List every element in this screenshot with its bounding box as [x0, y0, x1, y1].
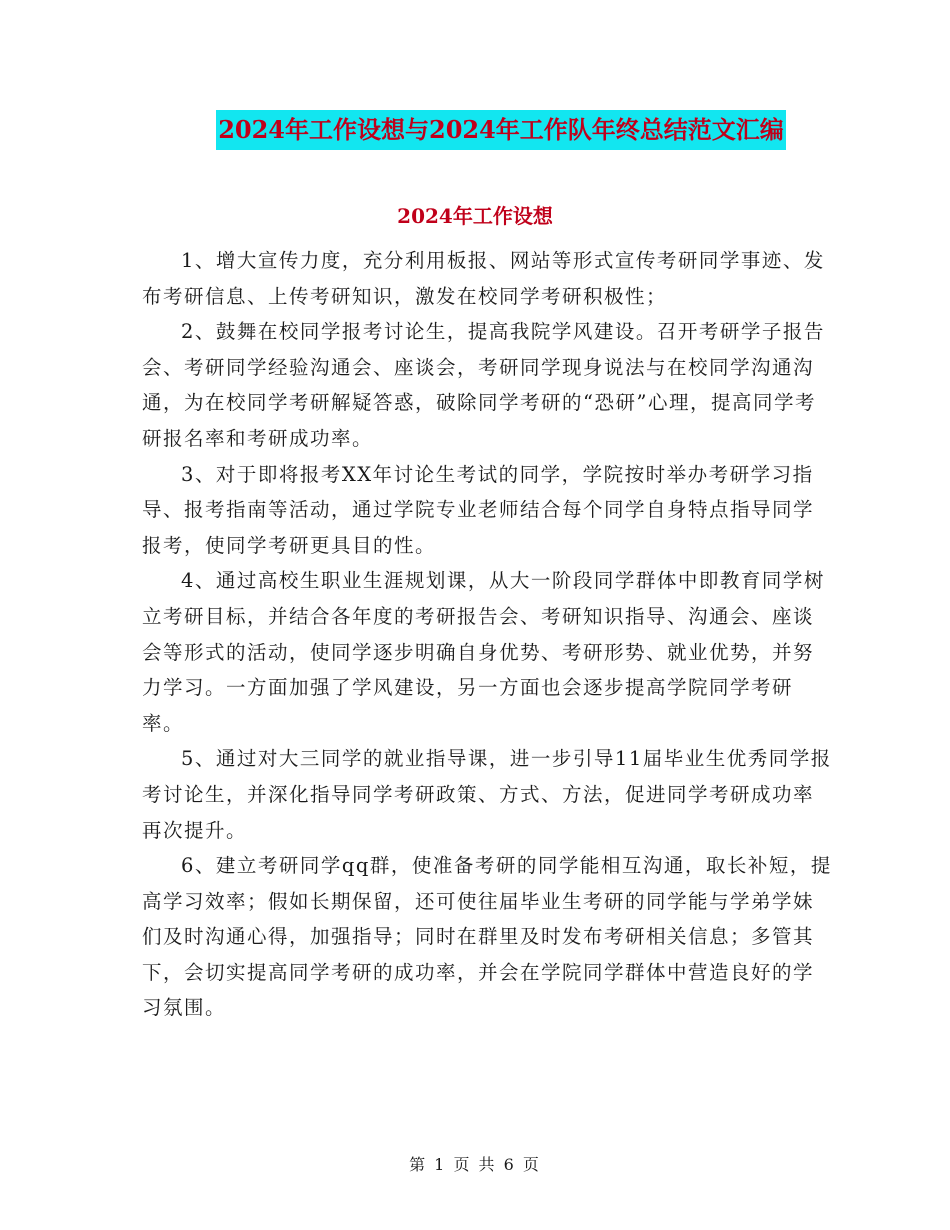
paragraph-2: 2、鼓舞在校同学报考讨论生，提高我院学风建设。召开考研学子报告会、考研同学经验沟通会、座谈会，考研同学现身说法与在校同学沟通沟通，为在校同学考研解疑答惑，破除同学考研的“恐研”心理，提高同学考研报名率和考研成功率。: [142, 320, 825, 450]
paragraph-6: 6、建立考研同学qq群，使准备考研的同学能相互沟通，取长补短，提高学习效率；假如长期保留，还可使往届毕业生考研的同学能与学弟学妹们及时沟通心得，加强指导；同时在群里及时发布考研相关信息；多管其下，会切实提高同学考研的成功率，并会在学院同学群体中营造良好的学习氛围。: [142, 854, 832, 1020]
document-body: [142, 243, 832, 1026]
section-title: 2024年工作设想: [397, 204, 553, 228]
paragraph-5: 5、通过对大三同学的就业指导课，进一步引导11届毕业生优秀同学报考讨论生，并深化指导同学考研政策、方式、方法，促进同学考研成功率再次提升。: [142, 747, 832, 842]
document-title: [0, 110, 950, 150]
paragraph-4: 4、通过高校生职业生涯规划课，从大一阶段同学群体中即教育同学树立考研目标，并结合各年度的考研报告会、考研知识指导、沟通会、座谈会等形式的活动，使同学逐步明确自身优势、考研形势、就业优势，并努力学习。一方面加强了学风建设，另一方面也会逐步提高学院同学考研率。: [142, 569, 825, 735]
paragraph-3: 3、对于即将报考XX年讨论生考试的同学，学院按时举办考研学习指导、报考指南等活动，通过学院专业老师结合每个同学自身特点指导同学报考，使同学考研更具目的性。: [142, 462, 815, 557]
paragraph-1: 1、增大宣传力度，充分利用板报、网站等形式宣传考研同学事迹、发布考研信息、上传考研知识，激发在校同学考研积极性；: [142, 249, 825, 308]
document-title-text: 2024年工作设想与2024年工作队年终总结范文汇编: [216, 110, 786, 150]
page-footer: 第 1 页 共 6 页: [409, 1155, 541, 1174]
